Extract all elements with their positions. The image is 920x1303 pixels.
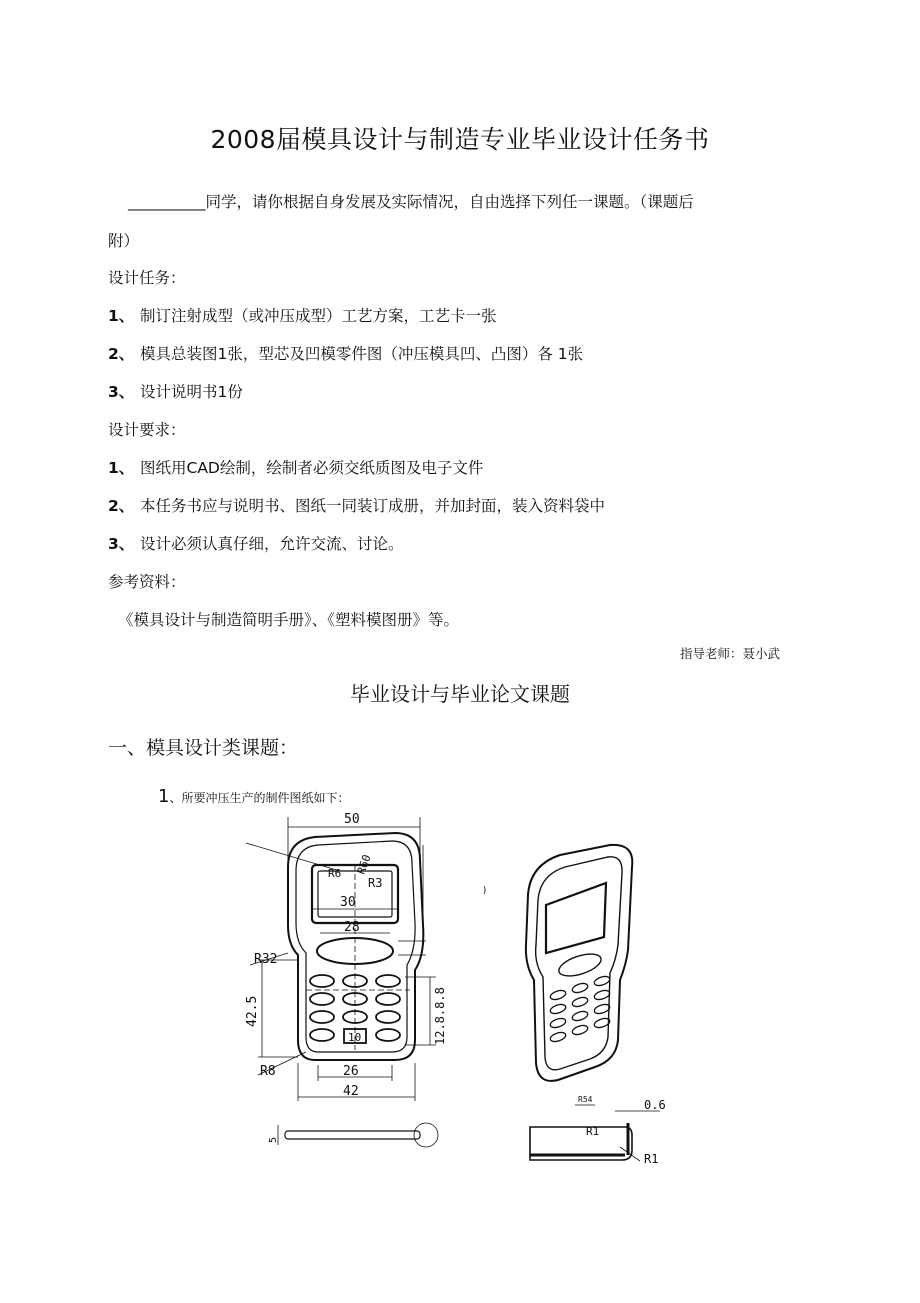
intro-line-2: 附）	[108, 232, 140, 250]
requirement-number: 2、	[108, 497, 135, 515]
task-item	[108, 342, 583, 364]
side-view	[285, 1131, 420, 1139]
task-number: 2、	[108, 345, 135, 363]
dim-r60: R60	[354, 852, 374, 877]
dim-r54: R54	[578, 1095, 593, 1104]
item-text: 、所要冲压生产的制件图纸如下：	[169, 791, 350, 805]
dim-26: 26	[343, 1064, 359, 1079]
name-blank: __________	[128, 193, 206, 211]
task-item	[108, 304, 497, 326]
requirement-heading: 设计要求：	[108, 421, 186, 439]
reference-heading: 参考资料：	[108, 573, 186, 591]
requirement-number: 3、	[108, 535, 135, 553]
dim-r3: R3	[368, 876, 383, 890]
requirement-item	[108, 494, 605, 516]
reference-list: 《模具设计与制造简明手册》、《塑料模图册》等。	[118, 611, 460, 629]
dim-42: 42	[343, 1084, 359, 1099]
task-item	[108, 380, 243, 402]
dim-42-5: 42.5	[245, 995, 260, 1027]
dim-stack: 12.8.8.8	[433, 987, 447, 1045]
task-text: 模具总装图1张，型芯及凹模零件图（冲压模具凹、凸图）各 1张	[140, 345, 584, 363]
dim-r6: R6	[328, 867, 342, 880]
dim-30: 30	[340, 895, 356, 910]
task-heading: 设计任务：	[108, 269, 186, 287]
requirement-text: 图纸用CAD绘制，绘制者必须交纸质图及电子文件	[140, 459, 484, 477]
dim-r8: R8	[260, 1064, 276, 1079]
section-heading: 一、模具设计类课题：	[108, 737, 299, 759]
task-number: 1、	[108, 307, 135, 325]
requirement-text: 本任务书应与说明书、图纸一同装订成册，并加封面，装入资料袋中	[140, 497, 606, 515]
requirement-number: 1、	[108, 459, 135, 477]
requirement-item	[108, 456, 483, 478]
dim-r32: R32	[254, 952, 278, 967]
item-number: 1	[158, 786, 170, 807]
dim-5: 5	[268, 1136, 279, 1143]
dim-28: 28	[344, 920, 360, 935]
requirement-text: 设计必须认真仔细，允许交流、讨论。	[140, 535, 404, 553]
phone-3d-view	[526, 845, 632, 1081]
dim-0-6: 0.6	[644, 1098, 666, 1112]
part-drawing	[240, 805, 680, 1175]
task-text: 制订注射成型（或冲压成型）工艺方案，工艺卡一张	[140, 307, 497, 325]
item-caption	[158, 786, 349, 807]
document-title: 2008届模具设计与制造专业毕业设计任务书	[210, 125, 710, 154]
dim-r1: R1	[586, 1125, 600, 1138]
dim-r1-outer: R1	[644, 1152, 659, 1166]
dim-50: 50	[344, 812, 360, 827]
task-text: 设计说明书1份	[140, 383, 243, 401]
intro-line-1	[128, 190, 694, 212]
teacher-name: 指导老师：聂小武	[679, 646, 780, 661]
section-subtitle: 毕业设计与毕业论文课题	[350, 682, 570, 706]
requirement-item	[108, 532, 404, 554]
stray-mark: )	[482, 886, 488, 896]
dim-10: 10	[348, 1031, 362, 1044]
intro-text: 同学，请你根据自身发展及实际情况，自由选择下列任一课题。（课题后	[205, 193, 694, 211]
task-number: 3、	[108, 383, 135, 401]
